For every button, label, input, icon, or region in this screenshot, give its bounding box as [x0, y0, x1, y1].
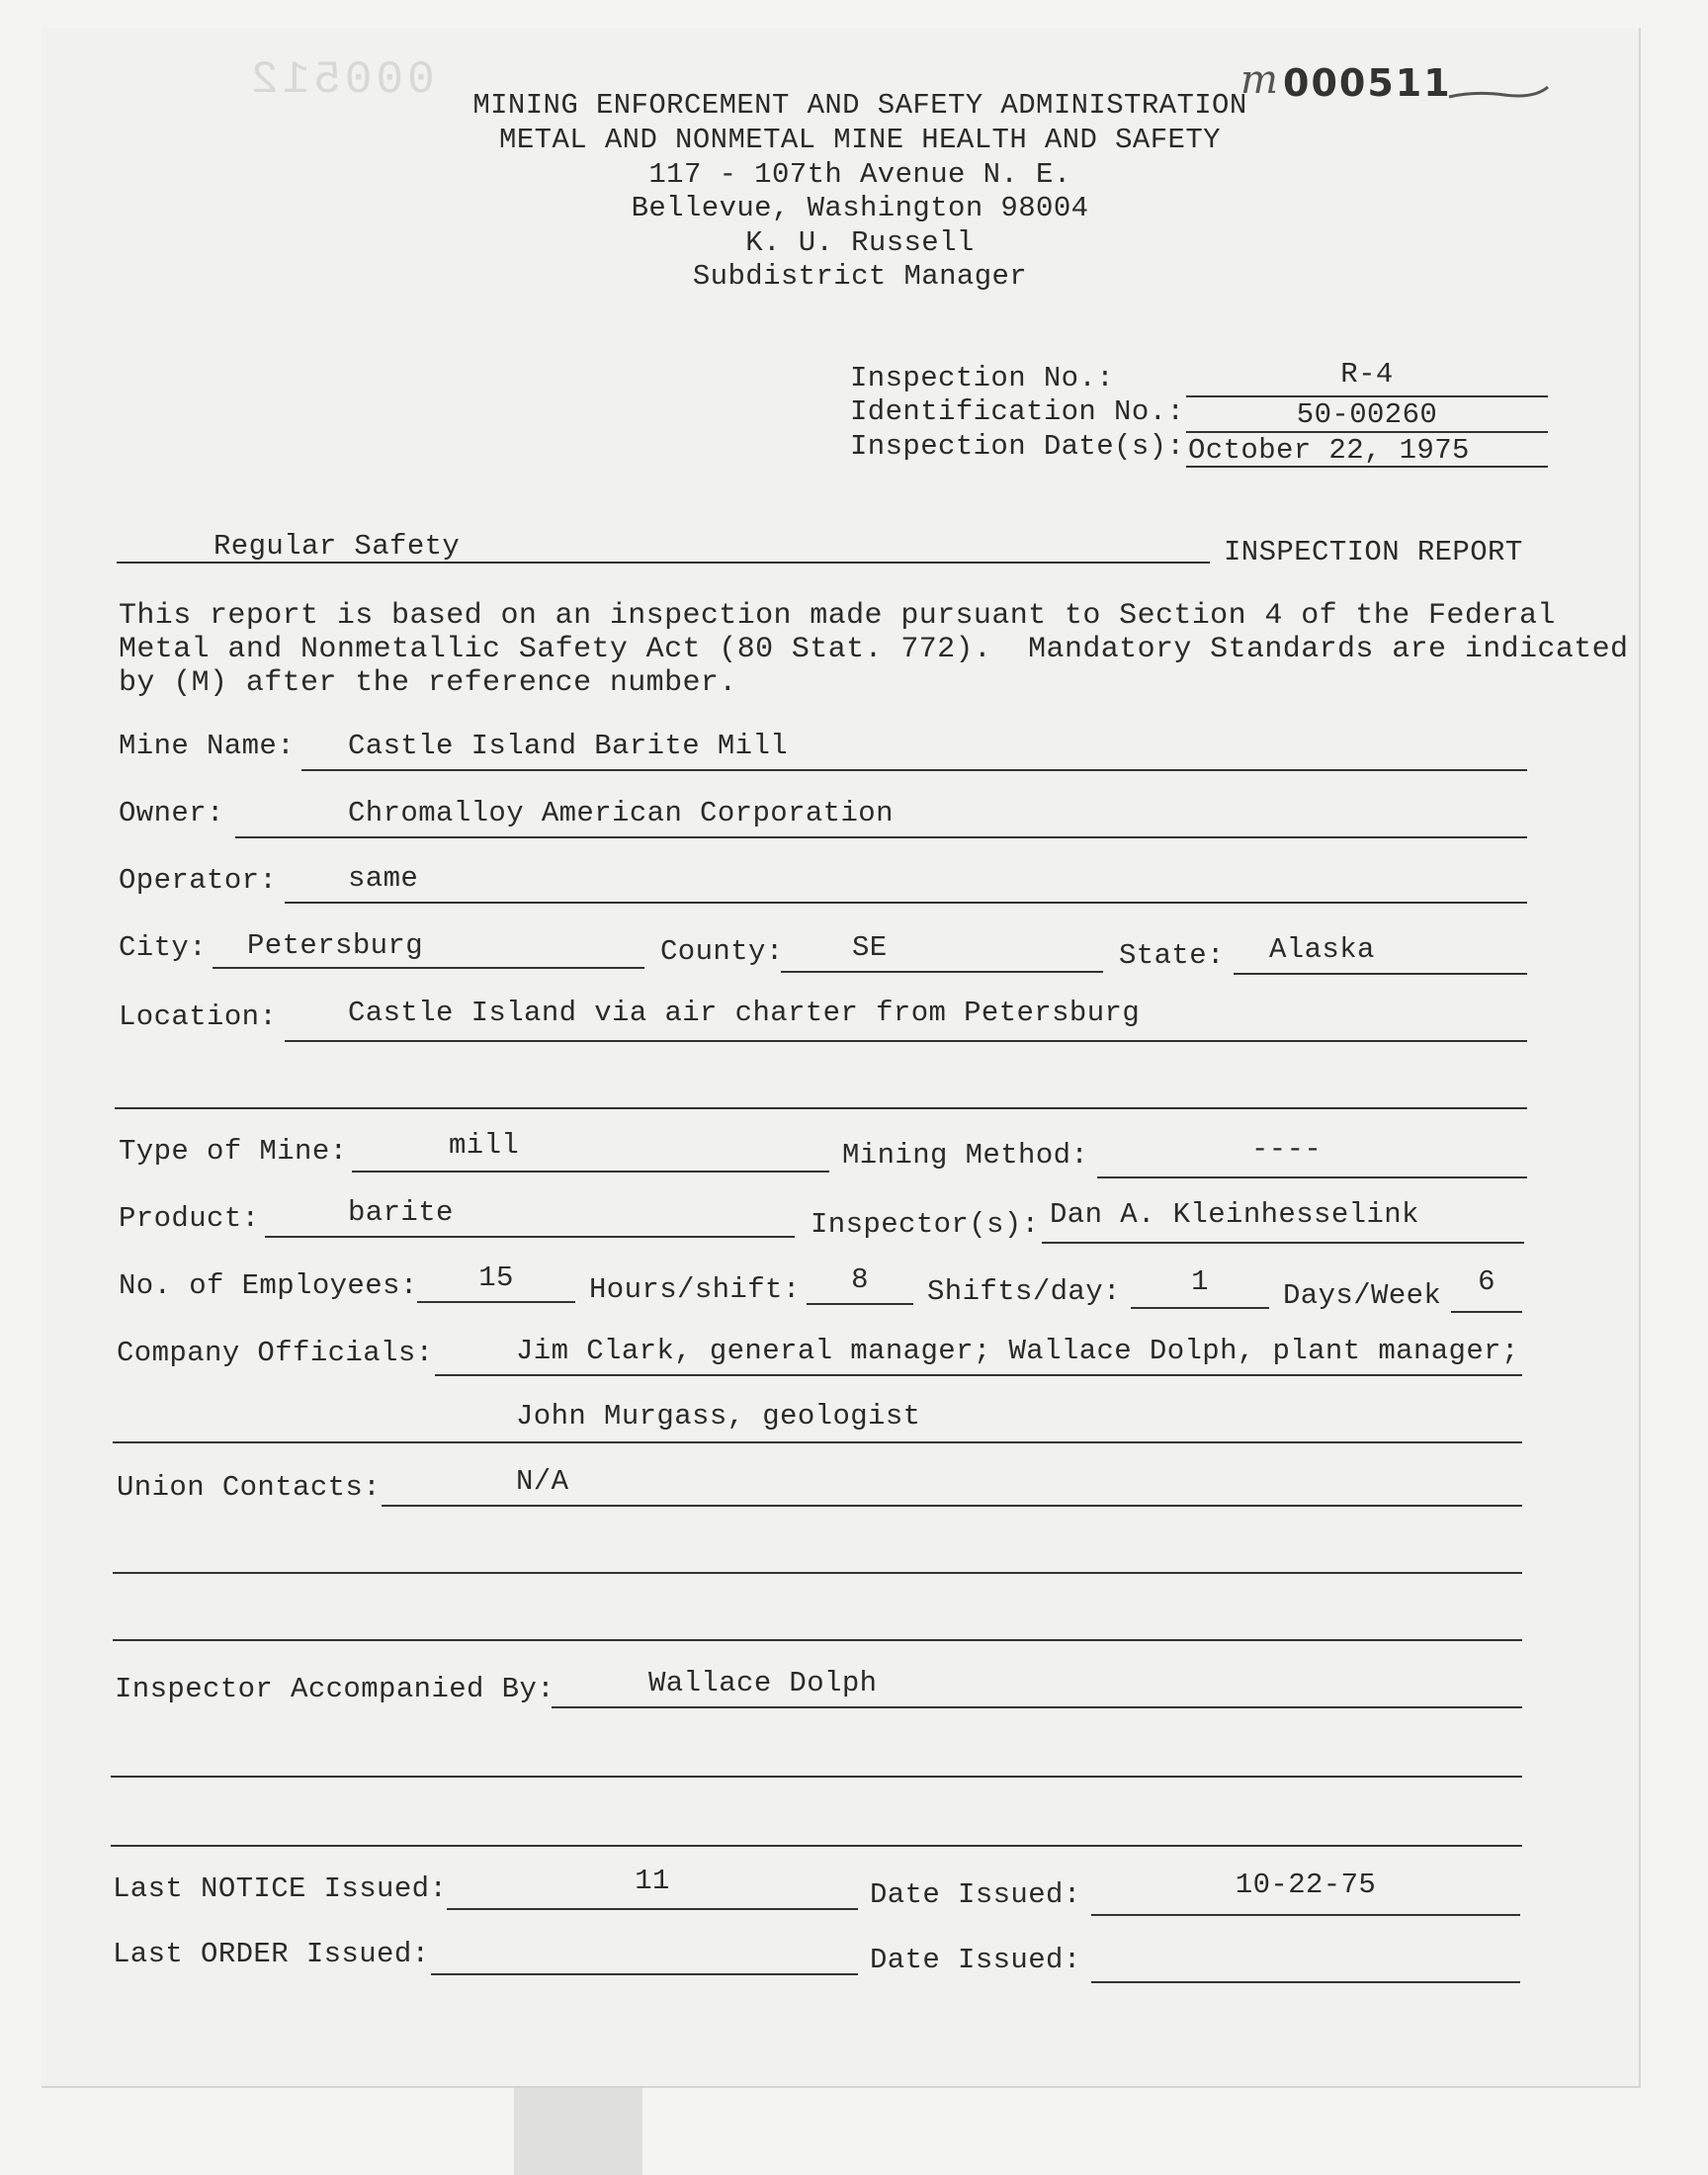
- hours-shift-value: 8: [851, 1263, 869, 1296]
- state-line: [1234, 973, 1527, 975]
- county-label: County:: [660, 935, 784, 968]
- days-week-value: 6: [1478, 1265, 1495, 1298]
- scan-bleed-bar: [514, 2086, 642, 2175]
- last-notice-line: [447, 1908, 858, 1910]
- inspection-no-value: R-4: [1340, 358, 1394, 391]
- bleed-through-number: 000512: [247, 54, 435, 106]
- intro-line-1: This report is based on an inspection made pursuant to Section 4 of the Federal: [119, 599, 1556, 633]
- union-contacts-line: [382, 1505, 1522, 1507]
- city-value: Petersburg: [247, 929, 424, 962]
- identification-no-line: [1186, 431, 1548, 433]
- employees-label: No. of Employees:: [119, 1269, 418, 1302]
- last-notice-label: Last NOTICE Issued:: [113, 1872, 448, 1905]
- type-of-mine-line: [352, 1171, 829, 1173]
- report-type-line: [117, 562, 1210, 564]
- accompanied-by-value: Wallace Dolph: [648, 1667, 878, 1699]
- inspector-line: [1042, 1242, 1524, 1244]
- type-of-mine-value: mill: [449, 1129, 520, 1162]
- union-contacts-line-2: [113, 1572, 1522, 1574]
- hours-shift-label: Hours/shift:: [589, 1273, 801, 1306]
- county-line: [781, 971, 1103, 973]
- accompanied-by-label: Inspector Accompanied By:: [115, 1673, 555, 1705]
- inspection-no-line: [1186, 395, 1548, 397]
- inspector-value: Dan A. Kleinhesselink: [1050, 1198, 1419, 1231]
- company-officials-value-1: Jim Clark, general manager; Wallace Dolph, plant manager;: [516, 1335, 1519, 1367]
- hours-shift-line: [807, 1303, 913, 1305]
- company-officials-label: Company Officials:: [117, 1337, 434, 1369]
- location-value: Castle Island via air charter from Petersburg: [348, 997, 1141, 1029]
- document-page: [42, 28, 1641, 2088]
- last-order-line: [431, 1973, 858, 1975]
- state-value: Alaska: [1269, 933, 1375, 966]
- header-line-4: Bellevue, Washington 98004: [631, 192, 1089, 224]
- days-week-label: Days/Week: [1283, 1279, 1442, 1312]
- union-contacts-value: N/A: [516, 1465, 569, 1498]
- product-value: barite: [348, 1196, 454, 1229]
- operator-value: same: [348, 862, 419, 895]
- bleed-through-mark: [356, 54, 652, 94]
- county-value: SE: [852, 931, 888, 964]
- inspection-no-label: Inspection No.:: [850, 362, 1115, 394]
- owner-label: Owner:: [119, 797, 224, 829]
- mine-name-value: Castle Island Barite Mill: [348, 730, 789, 762]
- shifts-day-label: Shifts/day:: [927, 1275, 1121, 1308]
- company-officials-line-1: [435, 1374, 1522, 1376]
- company-officials-line-2: [113, 1441, 1522, 1443]
- accompanied-by-line: [552, 1706, 1522, 1708]
- operator-label: Operator:: [119, 864, 278, 897]
- mining-method-value: ----: [1251, 1133, 1323, 1166]
- inspection-date-value: October 22, 1975: [1188, 434, 1470, 467]
- location-line: [285, 1040, 1527, 1042]
- union-contacts-label: Union Contacts:: [117, 1471, 382, 1504]
- owner-value: Chromalloy American Corporation: [348, 797, 894, 829]
- days-week-line: [1451, 1311, 1522, 1313]
- identification-no-value: 50-00260: [1296, 398, 1438, 431]
- header-line-3: 117 - 107th Avenue N. E.: [648, 158, 1071, 191]
- inspection-date-label: Inspection Date(s):: [850, 430, 1185, 463]
- handwritten-stroke-icon: [1445, 73, 1554, 113]
- notice-date-value: 10-22-75: [1235, 1869, 1377, 1901]
- mine-name-label: Mine Name:: [119, 730, 296, 762]
- accompanied-by-line-3: [111, 1845, 1522, 1847]
- accompanied-by-line-2: [111, 1776, 1522, 1778]
- mining-method-label: Mining Method:: [842, 1139, 1089, 1172]
- employees-line: [417, 1301, 575, 1303]
- state-label: State:: [1119, 939, 1225, 972]
- inspection-date-line: [1186, 466, 1548, 468]
- header-line-5: K. U. Russell: [745, 226, 975, 259]
- company-officials-value-2: John Murgass, geologist: [516, 1400, 921, 1433]
- report-type-label: INSPECTION REPORT: [1224, 536, 1523, 568]
- header-line-2: METAL AND NONMETAL MINE HEALTH AND SAFETY: [499, 124, 1221, 156]
- city-line: [213, 967, 644, 969]
- order-date-label: Date Issued:: [870, 1944, 1081, 1976]
- order-date-line: [1091, 1981, 1520, 1983]
- union-contacts-line-3: [113, 1639, 1522, 1641]
- mine-name-line: [301, 769, 1527, 771]
- inspector-label: Inspector(s):: [811, 1208, 1040, 1241]
- operator-line: [285, 902, 1527, 904]
- type-of-mine-label: Type of Mine:: [119, 1135, 348, 1168]
- notice-date-label: Date Issued:: [870, 1878, 1081, 1911]
- product-label: Product:: [119, 1202, 260, 1235]
- owner-line: [235, 836, 1527, 838]
- intro-line-2: Metal and Nonmetallic Safety Act (80 Stat. 772). Mandatory Standards are indicated: [119, 633, 1629, 666]
- identification-no-label: Identification No.:: [850, 395, 1185, 428]
- header-line-1: MINING ENFORCEMENT AND SAFETY ADMINISTRATION: [472, 89, 1247, 122]
- intro-line-3: by (M) after the reference number.: [119, 666, 737, 700]
- shifts-day-line: [1131, 1307, 1269, 1309]
- report-type-value: Regular Safety: [214, 530, 461, 563]
- product-line: [265, 1236, 795, 1238]
- header-line-6: Subdistrict Manager: [692, 260, 1028, 293]
- last-notice-value: 11: [635, 1865, 670, 1897]
- location-line-2: [115, 1107, 1527, 1109]
- last-order-label: Last ORDER Issued:: [113, 1938, 430, 1970]
- notice-date-line: [1091, 1914, 1520, 1916]
- shifts-day-value: 1: [1191, 1265, 1209, 1298]
- employees-value: 15: [478, 1262, 514, 1294]
- location-label: Location:: [119, 1000, 278, 1033]
- mining-method-line: [1097, 1176, 1527, 1178]
- document-number-stamp: 000511: [1283, 61, 1452, 105]
- city-label: City:: [119, 931, 208, 964]
- handwritten-initial: m: [1240, 57, 1278, 103]
